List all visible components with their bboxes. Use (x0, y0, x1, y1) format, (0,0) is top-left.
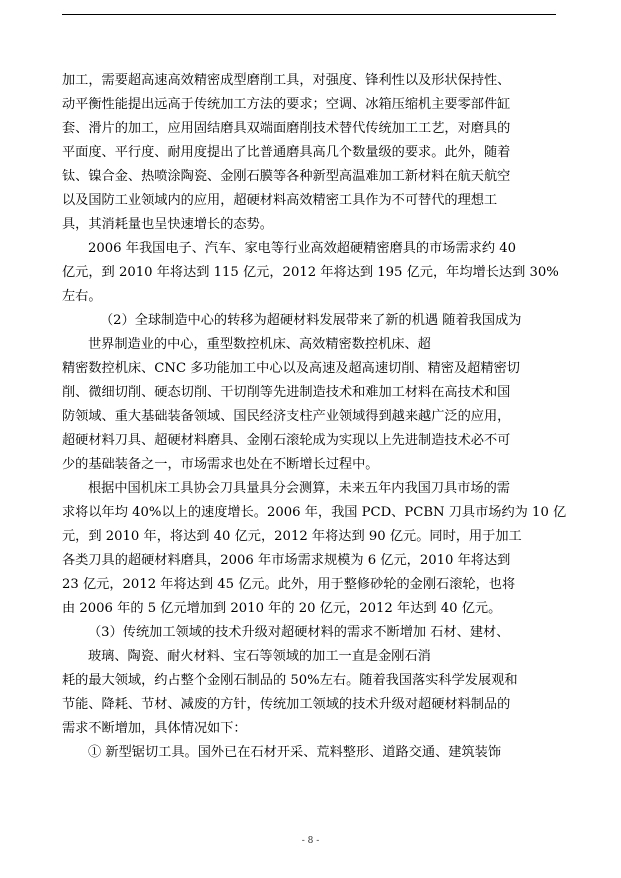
text-line: 23 亿元，2012 年将达到 45 亿元。此外，用于整修砂轮的金刚石滚轮，也将 (62, 577, 516, 592)
text-line: 动平衡性能提出远高于传统加工方法的要求；空调、冰箱压缩机主要零部件缸 (62, 97, 511, 112)
text-line: 以及国防工业领域内的应用，超硬材料高效精密工具作为不可替代的理想工 (62, 193, 498, 208)
header-rule (62, 14, 556, 15)
text-line: 2006 年我国电子、汽车、家电等行业高效超硬精密磨具的市场需求约 40 (88, 241, 516, 256)
text-line: 平面度、平行度、耐用度提出了比普通磨具高几个数量级的要求。此外，随着 (62, 145, 511, 160)
text-line: 具，其消耗量也呈快速增长的态势。 (62, 217, 273, 232)
text-line: 需求不断增加，具体情况如下： (62, 721, 247, 736)
section-heading: （2）全球制造中心的转移为超硬材料发展带来了新的机遇 随着我国成为 (100, 313, 522, 328)
text-line: 元，到 2010 年，将达到 40 亿元，2012 年将达到 90 亿元。同时，用于加工 (62, 529, 522, 544)
text-line: 削、微细切削、硬态切削、干切削等先进制造技术和难加工材料在高技术和国 (62, 385, 511, 400)
page-number: - 8 - (301, 836, 320, 846)
section-heading: （3）传统加工领域的技术升级对超硬材料的需求不断增加 石材、建材、 (88, 625, 510, 640)
text-line: 超硬材料刀具、超硬材料磨具、金刚石滚轮成为实现以上先进制造技术必不可 (62, 433, 511, 448)
text-line: 由 2006 年的 5 亿元增加到 2010 年的 20 亿元，2012 年达到 40 亿元。 (62, 601, 502, 616)
text-line: 加工，需要超高速高效精密成型磨削工具，对强度、锋利性以及形状保持性、 (62, 73, 511, 88)
list-item: ① 新型锯切工具。国外已在石材开采、荒料整形、道路交通、建筑装饰 (88, 745, 502, 760)
text-line: 节能、降耗、节材、减废的方针，传统加工领域的技术升级对超硬材料制品的 (62, 697, 511, 712)
text-line: 精密数控机床、CNC 多功能加工中心以及高速及超高速切削、精密及超精密切 (62, 361, 520, 376)
text-line: 钛、镍合金、热喷涂陶瓷、金刚石膜等各种新型高温难加工新材料在航天航空 (62, 169, 511, 184)
text-line: 少的基础装备之一，市场需求也处在不断增长过程中。 (62, 457, 379, 472)
text-line: 玻璃、陶瓷、耐火材料、宝石等领域的加工一直是金刚石消 (88, 649, 431, 664)
text-line: 世界制造业的中心，重型数控机床、高效精密数控机床、超 (88, 337, 431, 352)
text-line: 根据中国机床工具协会刀具量具分会测算，未来五年内我国刀具市场的需 (88, 481, 510, 496)
text-line: 套、滑片的加工，应用固结磨具双端面磨削技术替代传统加工工艺，对磨具的 (62, 121, 511, 136)
text-line: 左右。 (62, 289, 102, 304)
text-line: 求将以年均 40%以上的速度增长。2006 年，我国 PCD、PCBN 刀具市场约为 10 亿 (62, 505, 567, 520)
text-line: 耗的最大领域，约占整个金刚石制品的 50%左右。随着我国落实科学发展观和 (62, 673, 518, 688)
text-line: 各类刀具的超硬材料磨具，2006 年市场需求规模为 6 亿元，2010 年将达到 (62, 553, 511, 568)
text-line: 亿元，到 2010 年将达到 115 亿元，2012 年将达到 195 亿元，年均增长达到 30% (62, 265, 559, 280)
text-line: 防领域、重大基础装备领域、国民经济支柱产业领域得到越来越广泛的应用， (62, 409, 511, 424)
